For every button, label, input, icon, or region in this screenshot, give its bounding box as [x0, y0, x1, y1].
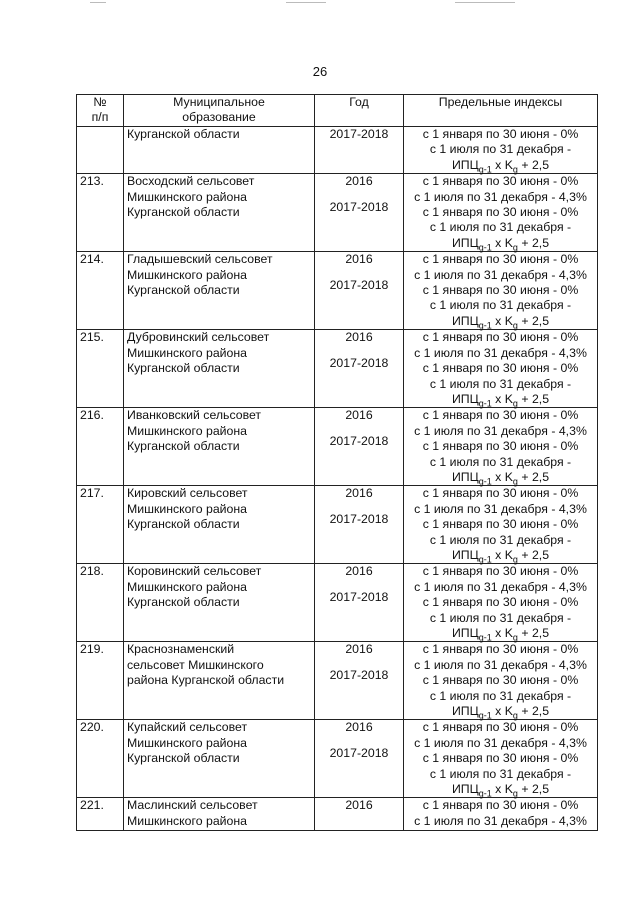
scan-mark [455, 2, 515, 3]
row-year: 2016 2017-2018 [315, 642, 404, 720]
row-num: 214. [77, 252, 124, 330]
row-num [77, 127, 124, 174]
table-row-continuation [77, 127, 598, 174]
table-row [77, 564, 598, 642]
row-municipality: Восходский сельсовет Мишкинского района Курганской области [124, 174, 315, 252]
row-num: 215. [77, 330, 124, 408]
row-municipality: Курганской области [124, 127, 315, 174]
header-num: № п/п [77, 95, 124, 127]
formula: $ИПЦ_{g-1}$ х $K_g + 2,5$ [451, 626, 550, 643]
row-indices: с 1 января по 30 июня - 0% с 1 июля по 31 декабря - 4,3% с 1 января по 30 июня - 0% с 1 июля по 31 декабря - $ИПЦ_{g-1}$ х $K_g + 2,5$ [404, 720, 598, 798]
formula: $ИПЦ_{g-1}$ х $K_g + 2,5$ [451, 313, 550, 331]
row-municipality: Краснознаменский сельсовет Мишкинского района Курганской области [124, 642, 315, 720]
row-num: 219. [77, 642, 124, 720]
table-row [77, 330, 598, 408]
table-row [77, 408, 598, 486]
row-year: 2016 2017-2018 [315, 174, 404, 252]
scan-mark [90, 2, 106, 3]
table-row [77, 252, 598, 330]
row-indices: с 1 января по 30 июня - 0% с 1 июля по 31 декабря - 4,3% с 1 января по 30 июня - 0% с 1 июля по 31 декабря - $ИПЦ_{g-1}$ х $K_g + 2,5$ [404, 408, 598, 486]
row-num: 218. [77, 564, 124, 642]
table-row [77, 798, 598, 831]
row-indices: с 1 января по 30 июня - 0% с 1 июля по 31 декабря - 4,3% с 1 января по 30 июня - 0% с 1 июля по 31 декабря - $ИПЦ_{g-1}$ х $K_g + 2,5$ [404, 564, 598, 642]
row-municipality: Дубровинский сельсовет Мишкинского района Курганской области [124, 330, 315, 408]
row-indices: с 1 января по 30 июня - 0% с 1 июля по 31 декабря - 4,3% с 1 января по 30 июня - 0% с 1 июля по 31 декабря - $ИПЦ_{g-1}$ х $K_g + 2,5$ [404, 486, 598, 564]
page-number: 26 [312, 64, 328, 79]
row-num: 220. [77, 720, 124, 798]
row-municipality: Кировский сельсовет Мишкинского района Курганской области [124, 486, 315, 564]
row-year: 2016 2017-2018 [315, 330, 404, 408]
table-row [77, 642, 598, 720]
scan-mark [286, 2, 326, 3]
row-num: 221. [77, 798, 124, 831]
row-num: 213. [77, 174, 124, 252]
row-municipality: Маслинский сельсовет Мишкинского района [124, 798, 315, 831]
row-year: 2016 2017-2018 [315, 564, 404, 642]
row-year: 2016 2017-2018 [315, 408, 404, 486]
formula: $ИПЦ_{g-1}$ х $K_g + 2,5$ [451, 704, 550, 721]
row-indices: с 1 января по 30 июня - 0% с 1 июля по 31 декабря - 4,3% с 1 января по 30 июня - 0% с 1 июля по 31 декабря - $ИПЦ_{g-1}$ х $K_g + 2,5$ [404, 174, 598, 252]
row-municipality: Купайский сельсовет Мишкинского района Курганской области [124, 720, 315, 798]
row-municipality: Гладышевский сельсовет Мишкинского района Курганской области [124, 252, 315, 330]
row-municipality: Коровинский сельсовет Мишкинского района Курганской области [124, 564, 315, 642]
row-year: 2016 2017-2018 [315, 252, 404, 330]
row-indices: с 1 января по 30 июня - 0% с 1 июля по 31 декабря - 4,3% с 1 января по 30 июня - 0% с 1 июля по 31 декабря - $ИПЦ_{g-1}$ х $K_g + 2,5$ [404, 252, 598, 330]
row-year: 2016 2017-2018 [315, 486, 404, 564]
formula: $ИПЦ_{g-1}$ х $K_g + 2,5$ [451, 547, 550, 565]
row-year: 2016 [315, 798, 404, 831]
row-year: 2016 2017-2018 [315, 720, 404, 798]
row-num: 216. [77, 408, 124, 486]
row-indices: с 1 января по 30 июня - 0% с 1 июля по 31 декабря - 4,3% [404, 798, 598, 831]
row-municipality: Иванковский сельсовет Мишкинского района Курганской области [124, 408, 315, 486]
formula: $ИПЦ_{g-1}$ х $K_g + 2,5$ [451, 391, 550, 409]
indices-table [76, 94, 598, 831]
header-municipality: Муниципальное образование [124, 95, 315, 127]
formula: $ИПЦ_{g-1}$ х $K_g + 2,5$ [451, 235, 550, 253]
table-row [77, 720, 598, 798]
table-row [77, 486, 598, 564]
table-row [77, 174, 598, 252]
row-indices: с 1 января по 30 июня - 0% с 1 июля по 31 декабря - $ИПЦ_{g-1}$ х $K_g + 2,5$ [404, 127, 598, 174]
row-year: 2017-2018 [315, 127, 404, 174]
formula: $ИПЦ_{g-1}$ х $K_g + 2,5$ [451, 782, 550, 799]
formula: $ИПЦ_{g-1}$ х $K_g + 2,5$ [451, 469, 550, 487]
row-indices: с 1 января по 30 июня - 0% с 1 июля по 31 декабря - 4,3% с 1 января по 30 июня - 0% с 1 июля по 31 декабря - $ИПЦ_{g-1}$ х $K_g + 2,5$ [404, 642, 598, 720]
row-num: 217. [77, 486, 124, 564]
header-year: Год [315, 95, 404, 127]
table-header-row [77, 95, 598, 127]
formula: $ИПЦ_{g-1}$ х $K_g + 2,5$ [451, 157, 550, 175]
header-indices: Предельные индексы [404, 95, 598, 127]
row-indices: с 1 января по 30 июня - 0% с 1 июля по 31 декабря - 4,3% с 1 января по 30 июня - 0% с 1 июля по 31 декабря - $ИПЦ_{g-1}$ х $K_g + 2,5$ [404, 330, 598, 408]
